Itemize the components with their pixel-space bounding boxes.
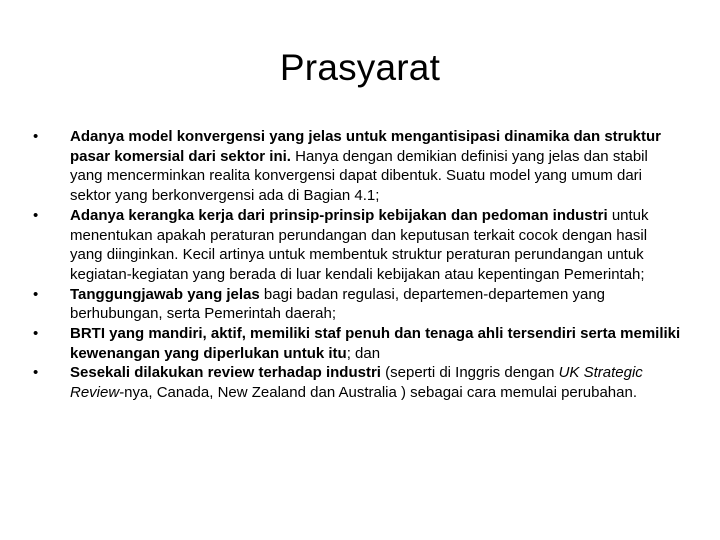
bullet-text: Hanya dengan demikian definisi yang jelas dan stabil yang mencerminkan realita konvergensi dapat dibentuk. Suatu model yang umum dari sektor yang berkonvergensi ada di Bagian 4.1; xyxy=(70,147,648,205)
bullet-italic-text: UK Strategic Review xyxy=(70,364,643,402)
bullet-item xyxy=(33,127,683,206)
bullet-list xyxy=(33,127,683,403)
bullet-text: (seperti di Inggris dengan xyxy=(380,364,559,382)
bullet-text: bagi badan regulasi, departemen-departemen yang berhubungan, serta Pemerintah daerah; xyxy=(70,285,605,323)
bullet-bold-text: Adanya model konvergensi yang jelas untuk mengantisipasi dinamika dan struktur pasar komersial dari sektor ini. xyxy=(70,128,661,165)
bullet-text: ; dan xyxy=(346,344,381,362)
bullet-icon: • xyxy=(33,285,39,303)
bullet-icon: • xyxy=(33,325,39,343)
bullet-item xyxy=(33,324,683,363)
bullet-item xyxy=(33,206,683,285)
bullet-item xyxy=(33,285,683,324)
bullet-icon: • xyxy=(33,206,39,224)
bullet-bold-text: Sesekali dilakukan review terhadap industri xyxy=(70,364,381,382)
bullet-icon: • xyxy=(33,128,39,145)
bullet-text: -nya, Canada, New Zealand dan Australia ) sebagai cara memulai perubahan. xyxy=(119,384,637,402)
slide-title: Prasyarat xyxy=(279,47,441,88)
bullet-text: untuk menentukan apakah peraturan perundangan dan keputusan terkait cocok dengan hasil yang diinginkan. Kecil artinya untuk membentuk struktur peraturan perundangan untuk kegiatan-kegiatan yang berada di luar kendali kebijakan atau kepentingan Pemerintah; xyxy=(70,206,649,283)
bullet-bold-text: BRTI yang mandiri, aktif, memiliki staf penuh dan tenaga ahli tersendiri serta memiliki kewenangan yang diperlukan untuk itu xyxy=(70,325,681,362)
bullet-bold-text: Tanggungjawab yang jelas xyxy=(70,285,260,303)
bullet-bold-text: Adanya kerangka kerja dari prinsip-prinsip kebijakan dan pedoman industri xyxy=(70,206,608,224)
bullet-icon: • xyxy=(33,364,39,382)
bullet-item xyxy=(33,363,683,402)
